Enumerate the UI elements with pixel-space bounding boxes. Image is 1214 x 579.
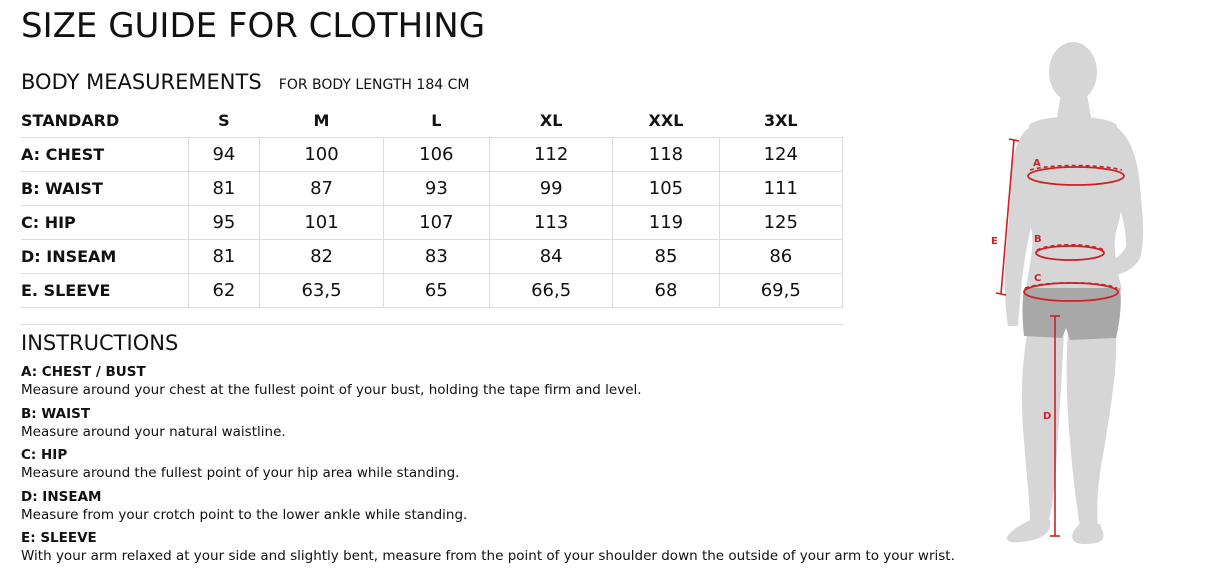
instruction-text: Measure around your natural waistline.	[21, 423, 286, 440]
table-cell: 87	[260, 172, 383, 206]
table-cell: 86	[719, 240, 842, 274]
header-cell: L	[431, 111, 442, 130]
table-row	[21, 138, 843, 172]
header-cell: S	[218, 111, 230, 130]
table-cell: 62	[188, 274, 260, 308]
label-c: C	[1034, 273, 1042, 284]
table-header-row	[21, 104, 843, 138]
table-cell: 84	[489, 240, 612, 274]
table-cell: 65	[383, 274, 489, 308]
instruction-item	[21, 489, 941, 531]
instruction-item	[21, 364, 941, 406]
row-label: A: CHEST	[21, 138, 188, 172]
table-cell: 82	[260, 240, 383, 274]
row-label: E. SLEEVE	[21, 274, 188, 308]
table-cell: 107	[383, 206, 489, 240]
header-cell: XL	[539, 111, 563, 130]
table-row	[21, 240, 843, 274]
table-cell: 113	[489, 206, 612, 240]
table-cell: 93	[383, 172, 489, 206]
table-row	[21, 206, 843, 240]
body-measurement-figure	[960, 30, 1214, 579]
instruction-text: Measure around the fullest point of your hip area while standing.	[21, 465, 460, 481]
row-label: C: HIP	[21, 206, 188, 240]
table-row	[21, 274, 843, 308]
table-cell: 105	[613, 172, 719, 206]
table-cell: 125	[719, 206, 842, 240]
table-cell: 69,5	[719, 274, 842, 308]
header-cell: STANDARD	[21, 111, 120, 130]
instructions-list	[21, 364, 955, 572]
instruction-heading: D: INSEAM	[21, 488, 102, 505]
instruction-item	[21, 447, 941, 489]
size-table	[21, 104, 843, 308]
instruction-heading: B: WAIST	[21, 405, 91, 422]
table-cell: 63,5	[260, 274, 383, 308]
section-header	[21, 70, 469, 94]
header-cell: M	[313, 111, 330, 130]
table-cell: 95	[188, 206, 260, 240]
page-title: SIZE GUIDE FOR CLOTHING	[21, 6, 486, 46]
table-cell: 83	[383, 240, 489, 274]
label-e: E	[991, 236, 998, 247]
table-cell: 106	[383, 138, 489, 172]
instruction-text: Measure around your chest at the fullest point of your bust, holding the tape firm and level.	[21, 382, 642, 398]
instruction-heading: A: CHEST / BUST	[21, 364, 146, 380]
header-cell: XXL	[648, 111, 684, 130]
table-cell: 81	[188, 172, 260, 206]
instruction-item	[21, 530, 955, 572]
table-cell: 119	[613, 206, 719, 240]
instruction-text: With your arm relaxed at your side and slightly bent, measure from the point of your shoulder down the outside of your arm to your wrist.	[21, 548, 955, 564]
instruction-heading: C: HIP	[21, 447, 68, 463]
header-cell: 3XL	[763, 111, 798, 130]
table-cell: 68	[613, 274, 719, 308]
row-label: B: WAIST	[21, 172, 188, 206]
label-d: D	[1043, 411, 1052, 422]
section-divider	[21, 324, 843, 325]
section-title: BODY MEASUREMENTS	[21, 70, 262, 94]
table-cell: 100	[260, 138, 383, 172]
shorts-shape	[1023, 288, 1121, 340]
label-a: A	[1033, 158, 1041, 169]
table-cell: 66,5	[489, 274, 612, 308]
table-cell: 99	[489, 172, 612, 206]
table-cell: 81	[188, 240, 260, 274]
row-label: D: INSEAM	[21, 240, 188, 274]
table-cell: 85	[613, 240, 719, 274]
table-cell: 118	[613, 138, 719, 172]
table-cell: 112	[489, 138, 612, 172]
table-row	[21, 172, 843, 206]
instruction-text: Measure from your crotch point to the lower ankle while standing.	[21, 506, 468, 523]
section-note: FOR BODY LENGTH 184 CM	[278, 77, 470, 93]
table-cell: 94	[188, 138, 260, 172]
instruction-item	[21, 406, 941, 448]
table-cell: 124	[719, 138, 842, 172]
label-b: B	[1034, 234, 1042, 245]
table-cell: 101	[260, 206, 383, 240]
instructions-title: INSTRUCTIONS	[21, 331, 179, 355]
instruction-heading: E: SLEEVE	[21, 530, 97, 546]
table-cell: 111	[719, 172, 842, 206]
